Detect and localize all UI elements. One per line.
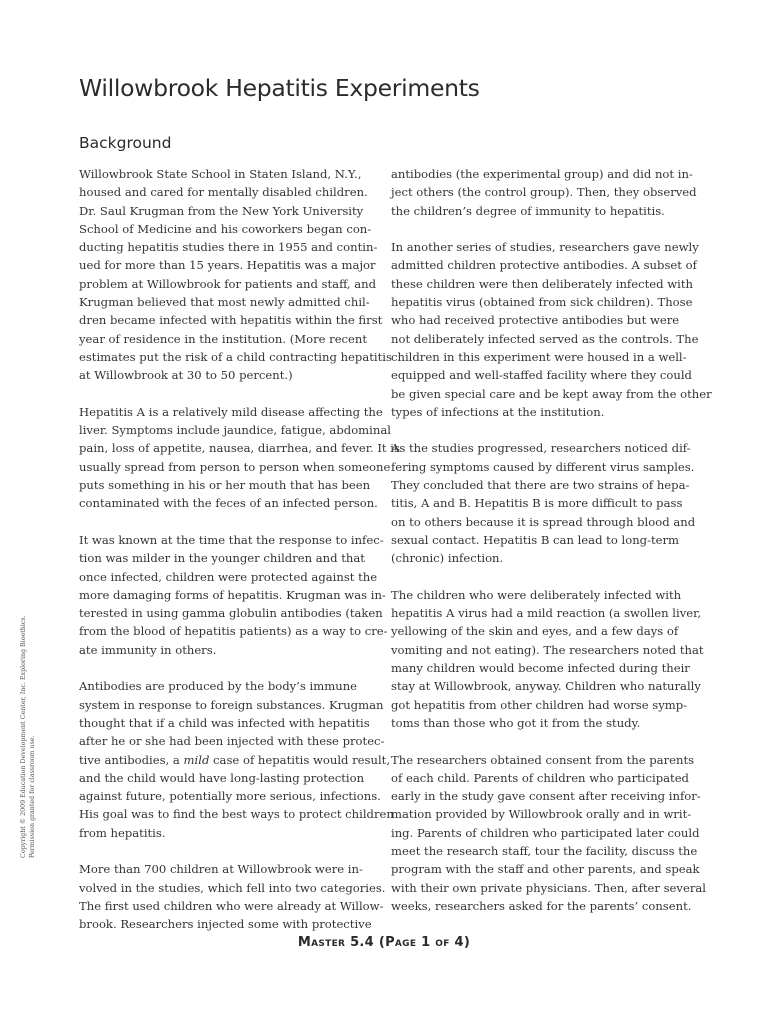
text-line: types of infections at the institution. bbox=[391, 404, 605, 419]
text-line: system in response to foreign substances. Krugman bbox=[79, 697, 384, 712]
text-line: from hepatitis. bbox=[79, 825, 166, 840]
text-line: got hepatitis from other children had worse symp- bbox=[391, 697, 688, 712]
text-line: tion was milder in the younger children and that bbox=[79, 551, 365, 566]
text-line: be given special care and be kept away from the other bbox=[391, 386, 712, 401]
text-line: pain, loss of appetite, nausea, diarrhea, and fever. It is bbox=[79, 441, 400, 456]
copyright-notice bbox=[19, 578, 37, 858]
text-line: dren became infected with hepatitis within the first bbox=[79, 313, 383, 328]
text-line: In another series of studies, researchers gave newly bbox=[391, 240, 699, 255]
text-line: against future, potentially more serious, infections. bbox=[79, 789, 381, 804]
page-title: Willowbrook Hepatitis Experiments bbox=[79, 74, 480, 102]
paragraph bbox=[79, 165, 392, 385]
text-line: brook. Researchers injected some with protective bbox=[79, 917, 372, 932]
text-line: with their own private physicians. Then, after several bbox=[391, 880, 706, 895]
text-line: fering symptoms caused by different virus samples. bbox=[391, 459, 695, 474]
text-line: Hepatitis A is a relatively mild disease affecting the bbox=[79, 404, 383, 419]
text-line: toms than those who got it from the study. bbox=[391, 715, 641, 730]
copyright-line: Copyright © 2009 Education Development Center, Inc. Exploring Bioethics. bbox=[20, 615, 27, 858]
text-line: terested in using gamma globulin antibodies (taken bbox=[79, 606, 383, 621]
text-line: admitted children protective antibodies. A subset of bbox=[391, 258, 697, 273]
emphasis: mild bbox=[183, 752, 210, 767]
paragraph bbox=[79, 677, 394, 842]
text-line: after he or she had been injected with these protec- bbox=[79, 734, 385, 749]
text-line: more damaging forms of hepatitis. Krugman was in- bbox=[79, 587, 386, 602]
text-line: housed and cared for mentally disabled children. bbox=[79, 185, 368, 200]
text-line: who had received protective antibodies but were bbox=[391, 313, 680, 328]
text-line: His goal was to find the best ways to protect children bbox=[79, 807, 394, 822]
paragraph bbox=[391, 586, 704, 732]
text-line: early in the study gave consent after receiving infor- bbox=[391, 789, 701, 804]
permission-line: Permission granted for classroom use. bbox=[29, 735, 36, 858]
text-line: and the child would have long-lasting protection bbox=[79, 770, 365, 785]
text-line: As the studies progressed, researchers noticed dif- bbox=[391, 441, 691, 456]
text-line: (chronic) infection. bbox=[391, 551, 504, 566]
text-line: ject others (the control group). Then, they observed bbox=[391, 185, 697, 200]
text-line: School of Medicine and his coworkers began con- bbox=[79, 221, 372, 236]
text-line: many children would become infected during their bbox=[391, 661, 690, 676]
text-line: Dr. Saul Krugman from the New York University bbox=[79, 203, 364, 218]
text-line: the children’s degree of immunity to hepatitis. bbox=[391, 203, 665, 218]
text-line: meet the research staff, tour the facility, discuss the bbox=[391, 843, 698, 858]
text-line: estimates put the risk of a child contracting hepatitis bbox=[79, 349, 392, 364]
text-line: hepatitis A virus had a mild reaction (a swollen liver, bbox=[391, 606, 702, 621]
text-line: vomiting and not eating). The researchers noted that bbox=[391, 642, 704, 657]
paragraph bbox=[391, 165, 697, 220]
right-column bbox=[391, 165, 712, 933]
text-line: on to others because it is spread through blood and bbox=[391, 514, 696, 529]
paragraph bbox=[391, 238, 712, 421]
text-line: at Willowbrook at 30 to 50 percent.) bbox=[79, 368, 293, 383]
text-line: hepatitis virus (obtained from sick children). Those bbox=[391, 295, 693, 310]
text-line: liver. Symptoms include jaundice, fatigue, abdominal bbox=[79, 423, 391, 438]
text-line: yellowing of the skin and eyes, and a few days of bbox=[391, 624, 679, 639]
text-line: year of residence in the institution. (More recent bbox=[79, 331, 368, 346]
text-line: mation provided by Willowbrook orally and in writ- bbox=[391, 807, 692, 822]
paragraph bbox=[79, 860, 386, 933]
text-line: Willowbrook State School in Staten Island, N.Y., bbox=[79, 167, 362, 181]
text-line: not deliberately infected served as the controls. The bbox=[391, 331, 699, 346]
text-line: tive antibodies, a mild case of hepatitis would result, bbox=[79, 752, 391, 767]
text-line: from the blood of hepatitis patients) as a way to cre- bbox=[79, 624, 388, 639]
text-line: The first used children who were already at Willow- bbox=[79, 898, 384, 913]
text-line: puts something in his or her mouth that has been bbox=[79, 478, 371, 493]
text-line: of each child. Parents of children who participated bbox=[391, 770, 689, 785]
text-line: these children were then deliberately infected with bbox=[391, 276, 693, 291]
section-heading: Background bbox=[79, 134, 172, 152]
text-line: antibodies (the experimental group) and did not in- bbox=[391, 167, 693, 181]
text-line: Antibodies are produced by the body’s immune bbox=[79, 679, 358, 694]
text-line: problem at Willowbrook for patients and staff, and bbox=[79, 276, 377, 291]
text-line: The researchers obtained consent from the parents bbox=[391, 752, 695, 767]
paragraph bbox=[391, 439, 696, 567]
text-line: Krugman believed that most newly admitted chil- bbox=[79, 295, 370, 310]
text-line: ducting hepatitis studies there in 1955 and contin- bbox=[79, 240, 378, 255]
text-line: The children who were deliberately infected with bbox=[391, 587, 682, 602]
text-line: children in this experiment were housed in a well- bbox=[391, 349, 687, 364]
text-line: ate immunity in others. bbox=[79, 642, 217, 657]
text-line: More than 700 children at Willowbrook were in- bbox=[79, 862, 363, 877]
text-line: program with the staff and other parents, and speak bbox=[391, 862, 700, 877]
text-line: thought that if a child was infected with hepatitis bbox=[79, 715, 370, 730]
text-line: sexual contact. Hepatitis B can lead to long-term bbox=[391, 532, 680, 547]
text-line: It was known at the time that the response to infec- bbox=[79, 532, 384, 547]
paragraph bbox=[79, 403, 400, 513]
text-line: titis, A and B. Hepatitis B is more difficult to pass bbox=[391, 496, 683, 511]
paragraph bbox=[391, 751, 706, 916]
text-line: volved in the studies, which fell into two categories. bbox=[79, 880, 386, 895]
text-line: ing. Parents of children who participated later could bbox=[391, 825, 700, 840]
page-footer: Master 5.4 (Page 1 of 4) bbox=[297, 935, 471, 950]
text-line: once infected, children were protected against the bbox=[79, 569, 378, 584]
text-line: contaminated with the feces of an infected person. bbox=[79, 496, 378, 511]
text-line: equipped and well-staffed facility where they could bbox=[391, 368, 692, 383]
text-line: ued for more than 15 years. Hepatitis was a major bbox=[79, 258, 376, 273]
text-line: They concluded that there are two strains of hepa- bbox=[391, 478, 690, 493]
text-line: stay at Willowbrook, anyway. Children who naturally bbox=[391, 679, 701, 694]
text-line: weeks, researchers asked for the parents’ consent. bbox=[391, 898, 692, 913]
text-line: usually spread from person to person when someone bbox=[79, 459, 391, 474]
paragraph bbox=[79, 531, 388, 659]
